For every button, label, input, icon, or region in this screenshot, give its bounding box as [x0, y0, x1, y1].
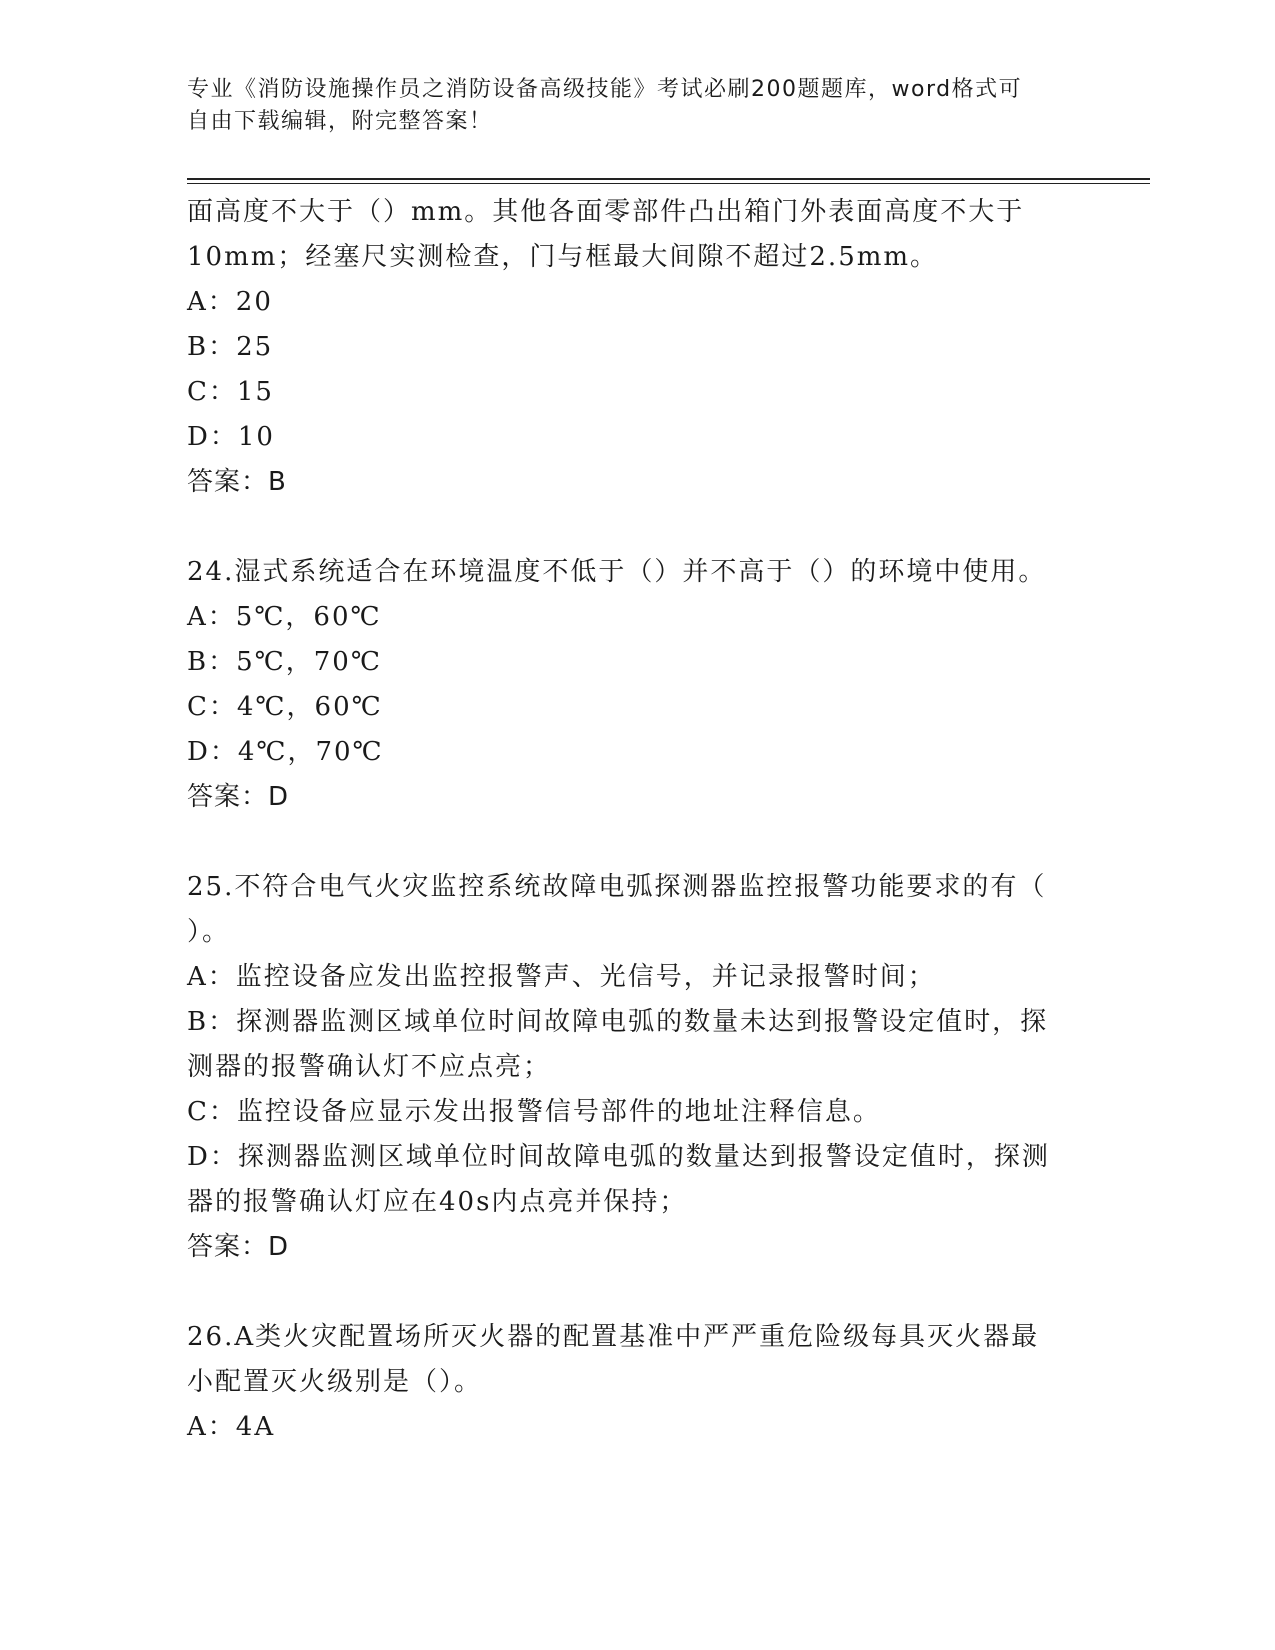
option-c: C：15 — [187, 377, 274, 407]
question-stem-line: 小配置灭火级别是（）。 — [187, 1367, 483, 1397]
option-a: A：监控设备应发出监控报警声、光信号，并记录报警时间； — [187, 962, 936, 992]
option-b: B：5℃，70℃ — [187, 647, 382, 677]
header-rule-thick — [187, 178, 1150, 180]
option-b-continued: 测器的报警确认灯不应点亮； — [187, 1052, 552, 1082]
question-stem-line: 10mm；经塞尺实测检查，门与框最大间隙不超过2.5mm。 — [187, 242, 939, 272]
answer-line: 答案：B — [187, 467, 287, 497]
question-item — [187, 190, 1087, 505]
option-d: D：探测器监测区域单位时间故障电弧的数量达到报警设定值时，探测 — [187, 1142, 1050, 1172]
document-header — [187, 74, 1067, 138]
question-list — [187, 190, 1087, 1450]
header-line-2: 自由下载编辑，附完整答案！ — [187, 109, 493, 134]
header-rule-thin — [187, 183, 1150, 184]
question-stem-line: 面高度不大于（）mm。其他各面零部件凸出箱门外表面高度不大于 — [187, 197, 1025, 227]
question-stem-line: 26.A类火灾配置场所灭火器的配置基准中严严重危险级每具灭火器最 — [187, 1322, 1040, 1352]
spacer — [187, 1270, 1087, 1315]
option-d: D：4℃，70℃ — [187, 737, 384, 767]
spacer — [187, 505, 1087, 550]
question-stem-line: 25.不符合电气火灾监控系统故障电弧探测器监控报警功能要求的有（ — [187, 872, 1047, 902]
option-a: A：20 — [187, 287, 273, 317]
option-b: B：探测器监测区域单位时间故障电弧的数量未达到报警设定值时，探 — [187, 1007, 1049, 1037]
answer-line: 答案：D — [187, 782, 290, 812]
question-stem-line: ）。 — [187, 917, 231, 947]
option-d: D：10 — [187, 422, 275, 452]
question-stem-line: 24.湿式系统适合在环境温度不低于（）并不高于（）的环境中使用。 — [187, 557, 1047, 587]
spacer — [187, 820, 1087, 865]
question-item — [187, 550, 1087, 820]
question-item — [187, 1315, 1087, 1450]
option-c: C：4℃，60℃ — [187, 692, 383, 722]
question-item — [187, 865, 1087, 1270]
option-a: A：4A — [187, 1412, 276, 1442]
option-c: C：监控设备应显示发出报警信号部件的地址注释信息。 — [187, 1097, 881, 1127]
header-line-1: 专业《消防设施操作员之消防设备高级技能》考试必刷200题题库，word格式可 — [187, 77, 1023, 102]
option-a: A：5℃，60℃ — [187, 602, 382, 632]
option-d-continued: 器的报警确认灯应在40s内点亮并保持； — [187, 1187, 688, 1217]
answer-line: 答案：D — [187, 1232, 290, 1262]
option-b: B：25 — [187, 332, 274, 362]
